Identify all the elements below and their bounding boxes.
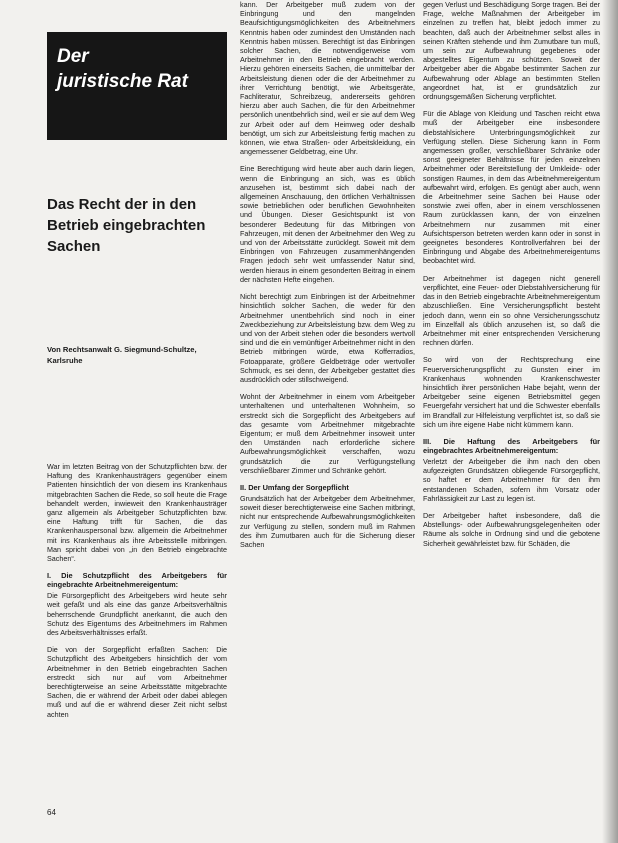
section-heading: III. Die Haftung des Arbeitgebers für eingebrachtes Arbeitnehmereigentum: bbox=[423, 436, 600, 455]
paragraph: So wird von der Rechtsprechung eine Feuerversicherungspflicht zu Gunsten einer im Krankenhaus wohnenden Krankenschwester hinsichtlich ihrer persönlichen Habe bejaht, wenn der Arbeitgeber seine eigenen Betriebsmittel gegen Feuergefahr versichert hat und die Schwester ebenfalls im Brandfall zur Hilfeleistung verpflichtet ist, so daß sie sich um ihre eigene Habe nicht kümmern kann. bbox=[423, 355, 600, 429]
column-2 bbox=[240, 0, 415, 557]
paragraph: Der Arbeitnehmer ist dagegen nicht generell verpflichtet, eine Feuer- oder Diebstahlversicherung für das in den Betrieb eingebrachte Arbeitnehmereigentum abzuschließen. Eine Versicherungspflicht besteht jedoch dann, wenn ein so ohne Versicherungsschutz im Einzelfall als üblich anzusehen ist, so daß die Arbeitnehmer mit einer entsprechenden Versicherung rechnen dürfen. bbox=[423, 273, 600, 348]
byline: Von Rechtsanwalt G. Siegmund-Schultze, Karlsruhe bbox=[47, 345, 197, 365]
paragraph: Wohnt der Arbeitnehmer in einem vom Arbeitgeber unterhaltenen und unterhaltenen Wohnheim, so erstreckt sich die Sorgepflicht des Arbeitgebers auf das gesamte vom Arbeitnehmer mitgebrachte Eigentum; er muß dem Arbeitnehmer insoweit unter den Umständen nach erforderliche sichere Aufbewahrungsmöglichkeit verschaffen, wozu grundsätzlich die zur Verfügungstellung verschließbarer Zimmer und Schränke gehört. bbox=[240, 392, 415, 475]
page-edge-shadow bbox=[602, 0, 618, 843]
paragraph: War im letzten Beitrag von der Schutzpflichten bzw. der Haftung des Krankenhausträgers gegenüber einem Patienten hinsichtlich der von diesem ins Krankenhaus mitgebrachten Sachen die Rede, so soll heute die Frage behandelt werden, inwieweit den Krankenhausträger ganz allgemein als Arbeitgeber Schutzpflichten bzw. eine Haftung trifft für Sachen, die das Krankenhauspersonal bzw. allgemein die Arbeitnehmer mit ins Krankenhaus als ihre Arbeitsstelle mitbringen. Man spricht dabei von „in den Betrieb eingebrachte Sachen“. bbox=[47, 462, 227, 564]
paragraph: Die Fürsorgepflicht des Arbeitgebers wird heute sehr weit gefaßt und als eine das ganze Arbeitsverhältnis beherrschende Grundpflicht anerkannt, die auch den Schutz des Eigentums des Arbeitnehmers im Rahmen des Arbeitsverhältnisses erfaßt. bbox=[47, 591, 227, 638]
column-1 bbox=[47, 462, 227, 727]
column-header-line2: juristische Rat bbox=[57, 71, 188, 92]
column-header-line1: Der bbox=[57, 46, 89, 67]
paragraph: Die von der Sorgepflicht erfaßten Sachen: Die Schutzpflicht des Arbeitgebers hinsichtlich der vom Arbeitnehmer in den Betrieb eingebrachten Sachen erstreckt sich nur auf vom Arbeitnehmer berechtigterweise an seine Arbeitsstätte mitgebrachte Sachen, die er während der Arbeit oder dabei ablegen muß und auf die er während dieser Zeit nicht selbst achten bbox=[47, 645, 227, 719]
section-heading: II. Der Umfang der Sorgepflicht bbox=[240, 482, 349, 492]
paragraph: gegen Verlust und Beschädigung Sorge tragen. Bei der Frage, welche Maßnahmen der Arbeitgeber im einzelnen zu treffen hat, bleibt jedoch immer zu beachten, daß auch der Arbeitnehmer selbst alles in seinen Kräften stehende und ihm Zumutbare tun muß, um sein zur Aufbewahrung gegebenes oder abgestelltes Eigentum zu schützen. Soweit der Arbeitgeber aber die Abgabe bestimmter Sachen zur Aufbewahrung oder Ablage an bestimmten Stellen angeordnet hat, ist er grundsätzlich zur ordnungsgemäßen Sicherung verpflichtet. bbox=[423, 0, 600, 102]
column-3 bbox=[423, 0, 600, 556]
section-heading: I. Die Schutzpflicht des Arbeitgebers für eingebrachte Arbeitnehmereigentum: bbox=[47, 571, 227, 590]
paragraph: Eine Berechtigung wird heute aber auch darin liegen, wenn die Einbringung an sich, was es üblich anzusehen ist, bestimmt sich dabei nach der allgemeinen Anschauung, den örtlichen Verhältnissen sowie betrieblichen oder beruflichen Gewohnheiten und Übungen. Dieser Gesichtspunkt ist von besonderer Bedeutung für das Mitbringen von Fahrzeugen, mit denen der Arbeitnehmer den Weg zu und von der Arbeitsstätte zurücklegt. Soweit mit dem Einbringen von Fahrzeugen zusammenhängenden Fragen jedoch sehr weit umfassender Natur sind, werden hieraus in einem gesonderten Beitrag in einem der nächsten Hefte eingehen. bbox=[240, 164, 415, 284]
paragraph: Der Arbeitgeber haftet insbesondere, daß die Abstellungs- oder Aufbewahrungsgelegenheiten oder Räume als solche in Ordnung sind und die gebotene Sicherheit gewährleistet bzw. für Schäden, die bbox=[423, 510, 600, 548]
paragraph: Verletzt der Arbeitgeber die ihm nach den oben aufgezeigten Grundsätzen obliegende Fürsorgepflicht, so haftet er dem Arbeitnehmer für den ihm entstandenen Schaden, sofern ihm Vorsatz oder Fahrlässigkeit zur Last zu legen ist. bbox=[423, 456, 600, 503]
paragraph: kann. Der Arbeitgeber muß zudem von der Einbringung und den mangelnden Beaufsichtigungsmöglichkeiten des Arbeitnehmers Kenntnis haben oder zumindest den Umständen nach Kenntnis haben müssen. Berechtigt ist das Einbringen solcher Sachen, die notwendigerweise vom Arbeitnehmer in den Betrieb eingebracht werden. Hierzu gehören einerseits Sachen, die unmittelbar der Arbeitsleistung dienen oder die der Arbeitnehmer zu ihrer Verrichtung benötigt, wie Arbeitsgeräte, Fachliteratur, Schreibzeug, andererseits gehören hierzu aber auch Sachen, die für den Arbeitnehmer persönlich unentbehrlich sind, weil er sie auf dem Weg zur Arbeit oder auf dem Heimweg oder deshalb benötigt, um sich zur Arbeitsleistung fertig machen zu können, wie etwa Straßen- oder Arbeitskleidung, ein angemessener Geldbetrag, eine Uhr. bbox=[240, 0, 415, 157]
paragraph: Grundsätzlich hat der Arbeitgeber dem Arbeitnehmer, soweit dieser berechtigterweise eine Sachen mitbringt, nicht nur entsprechende Aufbewahrungsmöglichkeiten zur Verfügung zu stellen, sondern muß im Rahmen des ihm Zumutbaren auch für die Sicherung dieser Sachen bbox=[240, 493, 415, 549]
article-title: Das Recht der in den Betrieb eingebrachten Sachen bbox=[47, 196, 206, 255]
column-header bbox=[47, 32, 227, 140]
page-number: 64 bbox=[47, 808, 56, 817]
paragraph: Für die Ablage von Kleidung und Taschen reicht etwa muß der Arbeitgeber eine insbesondere diebstahlsichere Unterbringungsmöglichkeit zur Verfügung stellen. Diese Sicherung kann in Form angemessen großer, verschließbarer Schränke oder sonst geeigneter Behältnisse für jeden einzelnen Arbeitnehmer oder Bereitstellung der Umkleide- oder sonstigen Raumes, in dem das Arbeitnehmereigentum aufbewahrt wird, erfolgen. Es genügt aber auch, wenn die Arbeitnehmer seine Sachen bei Hause oder sonstwie zwei offen, aber in einem verschlossenen Raum zurücklassen kann, der von einzelnen Arbeitnehmern nur zusammen mit einer Aufsichtsperson betreten werden kann oder in sonst in geeignetes besonderes Kontrollverfahren bei der Einbringung und Abgabe des Arbeitnehmereigentums beobachtet wird. bbox=[423, 109, 600, 266]
paragraph: Nicht berechtigt zum Einbringen ist der Arbeitnehmer hinsichtlich solcher Sachen, die weder für den Arbeitnehmer unentbehrlich sind noch in einer Zweckbeziehung zur Arbeitsleistung bzw. dem Weg zu und von der Arbeit stehen oder die besonders wertvoll sind und die ein vernünftiger Arbeitnehmer nicht in den Betrieb mitbringen würde, etwa Kofferradios, Fotoapparate, größere Geldbeträge oder wertvoller Schmuck, es sei denn, der Arbeitgeber gestattet dies ausdrücklich oder stillschweigend. bbox=[240, 292, 415, 384]
